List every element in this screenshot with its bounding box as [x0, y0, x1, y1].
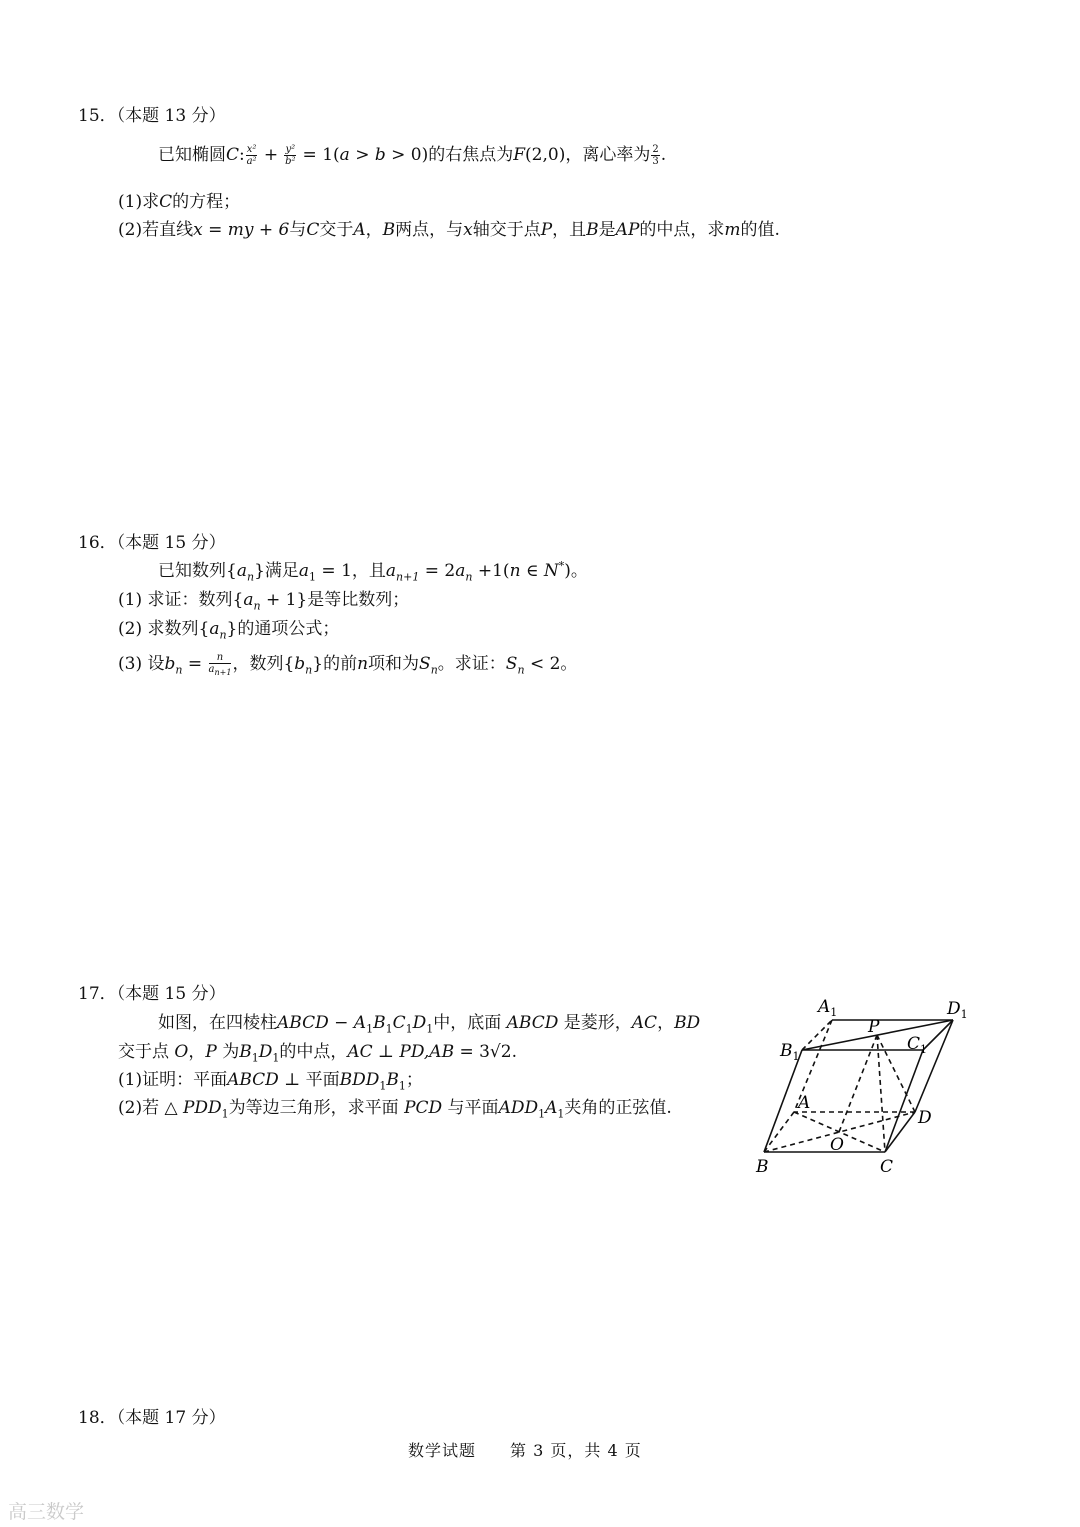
q17-header: 17．（本题 15 分） — [78, 984, 226, 1004]
label-d1: $D_1$ — [947, 999, 968, 1021]
label-d: D — [918, 1108, 932, 1128]
q17-line1: 如图，在四棱柱ABCD − $A_1B_1C_1D_1$中，底面 ABCD 是菱形，AC，BD — [158, 1013, 701, 1036]
edge-b1b — [764, 1050, 802, 1152]
watermark: 高三数学 — [8, 1501, 85, 1523]
q16-part3: (3) 设$b_n$ = $\frac{n}{a_{n+1}}$ ，数列$\{b_n\}$的前n项和为$S_n$。求证：$S_n < 2$。 — [118, 651, 578, 677]
edge-d1d — [915, 1020, 953, 1112]
q15-part2: (2)若直线x = my + 6与C交于A，B两点，与x轴交于点P，且B是AP的中点，求m的值. — [118, 220, 780, 240]
q16-stem: 已知数列$\{a_n\}$满足$a_1 = 1$，且$a_{n+1} = 2a_n +1(n$ ∈ N*)。 — [158, 559, 588, 584]
edge-c1c — [885, 1050, 923, 1152]
q15-part1: (1)求C的方程； — [118, 192, 241, 212]
q16-header: 16．（本题 15 分） — [78, 533, 226, 553]
edge-ab — [764, 1112, 794, 1152]
label-c: C — [880, 1157, 894, 1177]
label-a: A — [798, 1093, 811, 1113]
seg-pc — [877, 1035, 885, 1152]
q16-part1: (1) 求证：数列$\{a_n + 1\}$是等比数列； — [118, 590, 410, 613]
label-b1: $B_1$ — [780, 1041, 800, 1063]
q15-stem: 已知椭圆C: $\frac{\text{x²}}{\text{a²}}$ + $\frac{\text{y²}}{\text{b²}}$ = 1(a > b > 0)的右焦点为F(2,0)，离心率为 $\frac{2}{3}$ . — [158, 144, 667, 167]
page-footer: 数学试题 第 3 页，共 4 页 — [408, 1441, 642, 1460]
q18-header: 18．（本题 17 分） — [78, 1408, 226, 1428]
q17-line2: 交于点 O，P 为$B_1D_1$的中点，AC ⊥ PD,AB = 3√2. — [118, 1042, 517, 1065]
prism-figure — [740, 990, 990, 1180]
label-a1: $A_1$ — [818, 997, 838, 1019]
label-p: P — [868, 1017, 880, 1037]
label-b: B — [756, 1157, 769, 1177]
q15-header: 15．（本题 13 分） — [78, 106, 226, 126]
q17-line4: (2)若 △ $PDD_1$为等边三角形，求平面 PCD 与平面$ADD_1A_1$夹角的正弦值. — [118, 1098, 672, 1121]
label-o: O — [830, 1135, 844, 1155]
q16-part2: (2) 求数列$\{a_n\}$的通项公式； — [118, 619, 340, 642]
q17-line3: (1)证明：平面ABCD ⊥ 平面$BDD_1B_1$； — [118, 1070, 423, 1093]
label-c1: $C_1$ — [907, 1034, 928, 1056]
